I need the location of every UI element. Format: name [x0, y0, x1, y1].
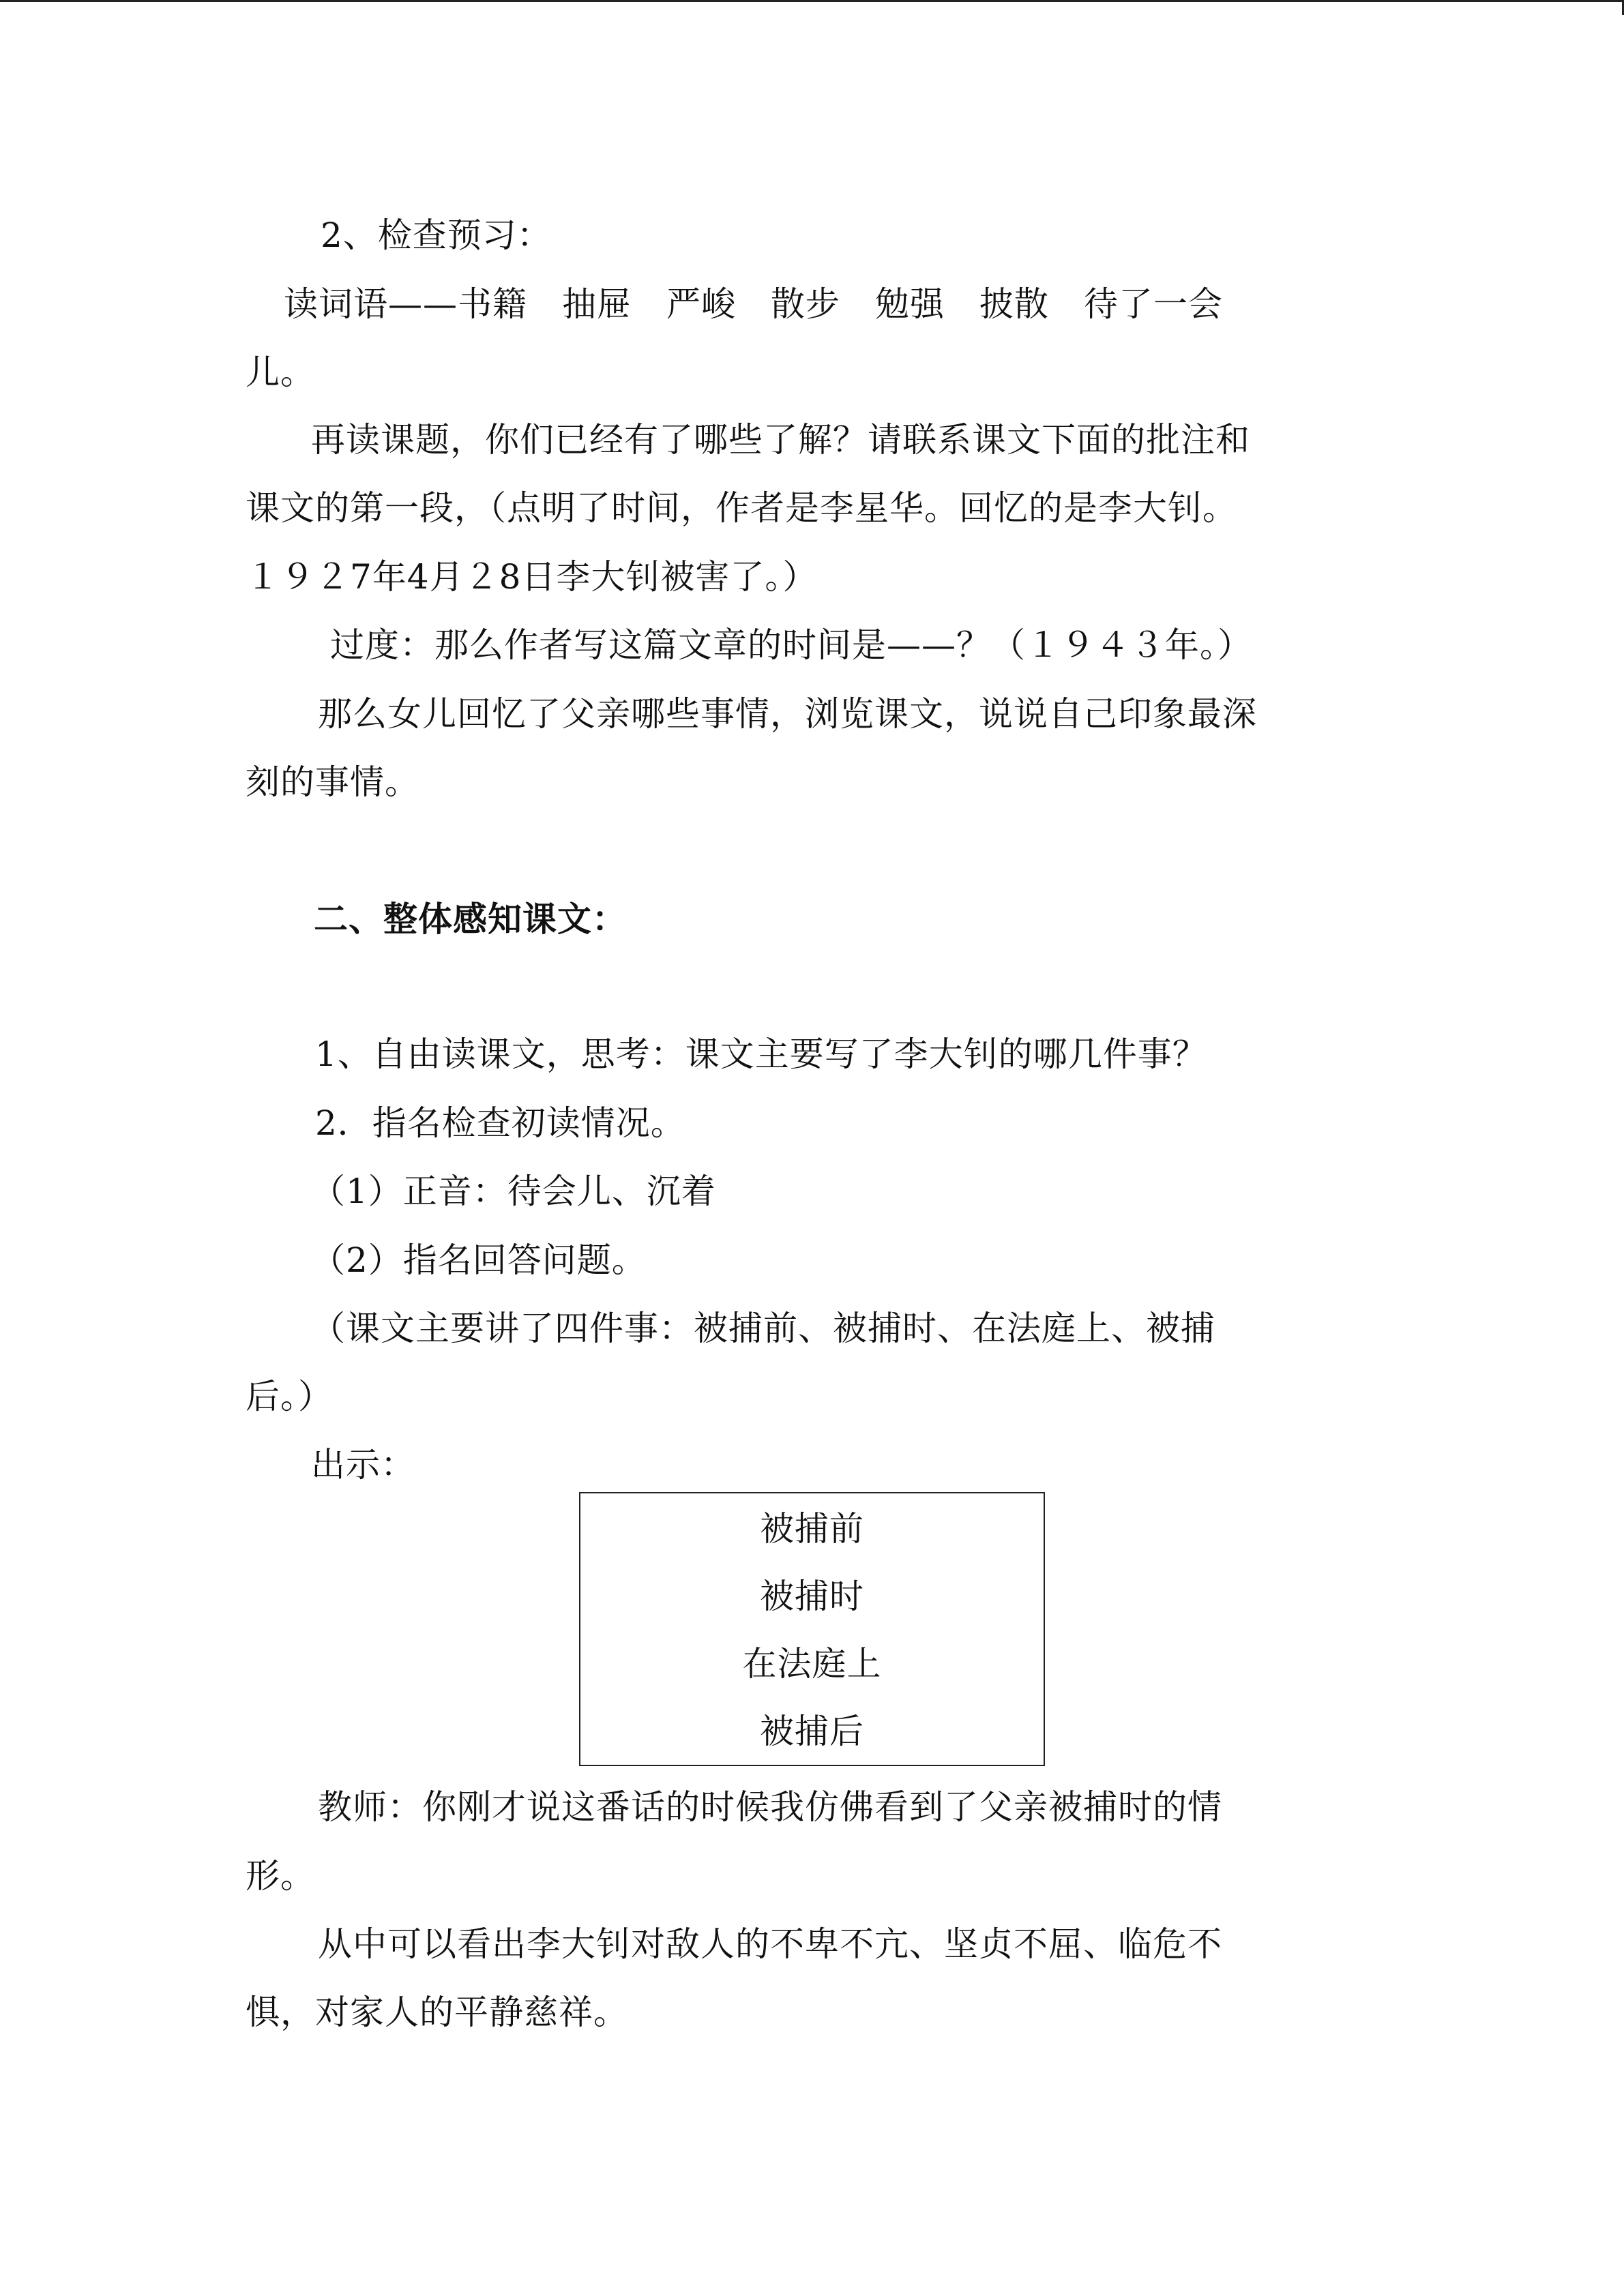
text-line: 惧，对家人的平静慈祥。	[246, 1993, 628, 2032]
text-line: 读词语——书籍 抽屉 严峻 散步 勉强 披散 待了一会	[284, 284, 1223, 324]
text-line: 2、检查预习：	[321, 215, 552, 255]
box-item: 被捕前	[760, 1509, 864, 1549]
text-line: 课文的第一段，（点明了时间，作者是李星华。回忆的是李大钊。	[246, 488, 1237, 528]
text-line: 1、自由读课文，思考：课文主要写了李大钊的哪几件事？	[315, 1034, 1207, 1074]
outline-box	[579, 1492, 1045, 1766]
text-line: 2．指名检查初读情况。	[315, 1103, 685, 1143]
box-item: 被捕时	[760, 1577, 864, 1616]
text-line: 再读课题，你们已经有了哪些了解？请联系课文下面的批注和	[311, 420, 1250, 460]
box-item: 被捕后	[760, 1712, 864, 1751]
text-line: 出示：	[311, 1445, 415, 1485]
text-line: 过度：那么作者写这篇文章的时间是——？（１９４３年。）	[330, 625, 1252, 665]
box-item: 在法庭上	[742, 1644, 882, 1684]
text-line: 那么女儿回忆了父亲哪些事情，浏览课文，说说自己印象最深	[318, 694, 1257, 734]
text-line: 后。）	[246, 1377, 333, 1416]
text-line: （课文主要讲了四件事：被捕前、被捕时、在法庭上、被捕	[311, 1309, 1215, 1348]
text-line: １９２7年4月２8日李大钊被害了。）	[246, 557, 818, 597]
text-line: 形。	[246, 1856, 315, 1896]
text-line: 刻的事情。	[246, 762, 419, 802]
text-line: （1）正音：待会儿、沉着	[311, 1172, 716, 1211]
text-line: 教师：你刚才说这番话的时候我仿佛看到了父亲被捕时的情	[318, 1787, 1222, 1827]
page-top-border	[0, 0, 1624, 2]
text-line: （2）指名回答问题。	[311, 1240, 647, 1280]
section-heading: 二、整体感知课文：	[314, 899, 627, 939]
text-line: 从中可以看出李大钊对敌人的不卑不亢、坚贞不屈、临危不	[318, 1924, 1222, 1964]
text-line: 儿。	[246, 353, 315, 392]
